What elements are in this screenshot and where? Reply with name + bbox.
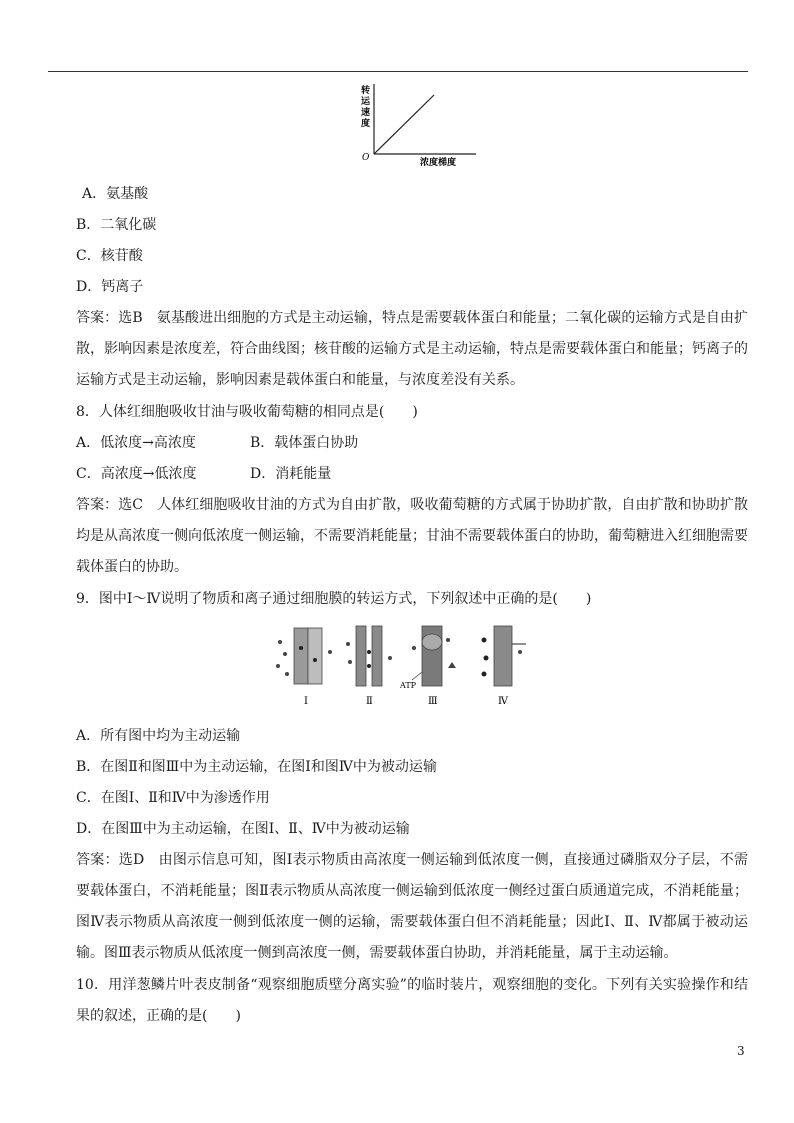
q8-option-c: C．高浓度→低浓度: [76, 466, 197, 482]
q7-option-d: D．钙离子: [76, 279, 144, 295]
figure-label-3: Ⅲ: [428, 696, 438, 707]
figure-label-2: Ⅱ: [366, 696, 373, 707]
q9-answer: 答案：选D 由图示信息可知，图Ⅰ表示物质由高浓度一侧运输到低浓度一侧，直接通过磷脂双分子层，不需要载体蛋白，不消耗能量；图Ⅱ表示物质从高浓度一侧运输到低浓度一侧经过蛋白质通道完成，不消耗能量；图Ⅳ表示物质从高浓度一侧到低浓度一侧的运输，需要载体蛋白但不消耗能量；因此Ⅰ、Ⅱ、Ⅳ都属于被动运输。图Ⅲ表示物质从低浓度一侧到高浓度一侧，需要载体蛋白协助，并消耗能量，属于主动运输。: [76, 852, 748, 961]
q7-option-b: B．二氧化碳: [76, 217, 157, 233]
q8-option-d: D．消耗能量: [250, 466, 332, 482]
q7-option-c: C．核苷酸: [76, 248, 143, 264]
q7-option-a: A．氨基酸: [82, 186, 149, 202]
q8-stem: 8．人体红细胞吸收甘油与吸收葡萄糖的相同点是( ): [76, 404, 418, 420]
q9-option-d: D．在图Ⅲ中为主动运输，在图Ⅰ、Ⅱ、Ⅳ中为被动运输: [76, 821, 410, 837]
q8-answer: 答案：选C 人体红细胞吸收甘油的方式为自由扩散，吸收葡萄糖的方式属于协助扩散，自由扩散和协助扩散均是从高浓度一侧向低浓度一侧运输，不需要消耗能量；甘油不需要载体蛋白的协助，葡萄糖进入红细胞需要载体蛋白的协助。: [76, 497, 748, 575]
header-rule: [48, 71, 748, 72]
rate-graph: [356, 82, 496, 170]
q9-stem: 9．图中Ⅰ～Ⅳ说明了物质和离子通过细胞膜的转运方式，下列叙述中正确的是( ): [76, 591, 592, 607]
page-number: 3: [737, 1044, 745, 1058]
figure-panel-3: [399, 626, 456, 707]
graph-y-label-1: 转: [361, 86, 371, 96]
q7-answer: 答案：选B 氨基酸进出细胞的方式是主动运输，特点是需要载体蛋白和能量；二氧化碳的运输方式是自由扩散，影响因素是浓度差，符合曲线图；核苷酸的运输方式是主动运输，特点是需要载体蛋白和能量；钙离子的运输方式是主动运输，影响因素是载体蛋白和能量，与浓度差没有关系。: [76, 310, 748, 388]
graph-series-line: [374, 95, 434, 154]
membrane-transport-figure: [272, 622, 528, 710]
figure-label-1: Ⅰ: [304, 696, 308, 707]
figure-atp-label: ATP: [400, 681, 417, 690]
q8-option-a: A．低浓度→高浓度: [76, 435, 196, 451]
q9-option-b: B．在图Ⅱ和图Ⅲ中为主动运输，在图Ⅰ和图Ⅳ中为被动运输: [76, 759, 437, 775]
graph-x-label: 浓度梯度: [420, 158, 457, 168]
figure-panel-1: [276, 628, 332, 707]
graph-y-label-3: 速: [361, 108, 371, 118]
figure-panel-2: [346, 626, 392, 707]
graph-y-label-2: 运: [361, 97, 371, 107]
graph-y-label-4: 度: [361, 119, 371, 129]
q9-option-a: A．所有图中均为主动运输: [76, 728, 241, 744]
q10-stem: 10．用洋葱鳞片叶表皮制备“观察细胞质壁分离实验”的临时装片，观察细胞的变化。下列有关实验操作和结果的叙述，正确的是( ): [76, 977, 748, 1024]
q9-option-c: C．在图Ⅰ、Ⅱ和Ⅳ中为渗透作用: [76, 790, 270, 806]
q8-option-b: B．载体蛋白协助: [250, 435, 359, 451]
figure-panel-4: [482, 626, 527, 707]
figure-label-4: Ⅳ: [498, 696, 508, 707]
graph-origin-label: O: [362, 153, 370, 163]
